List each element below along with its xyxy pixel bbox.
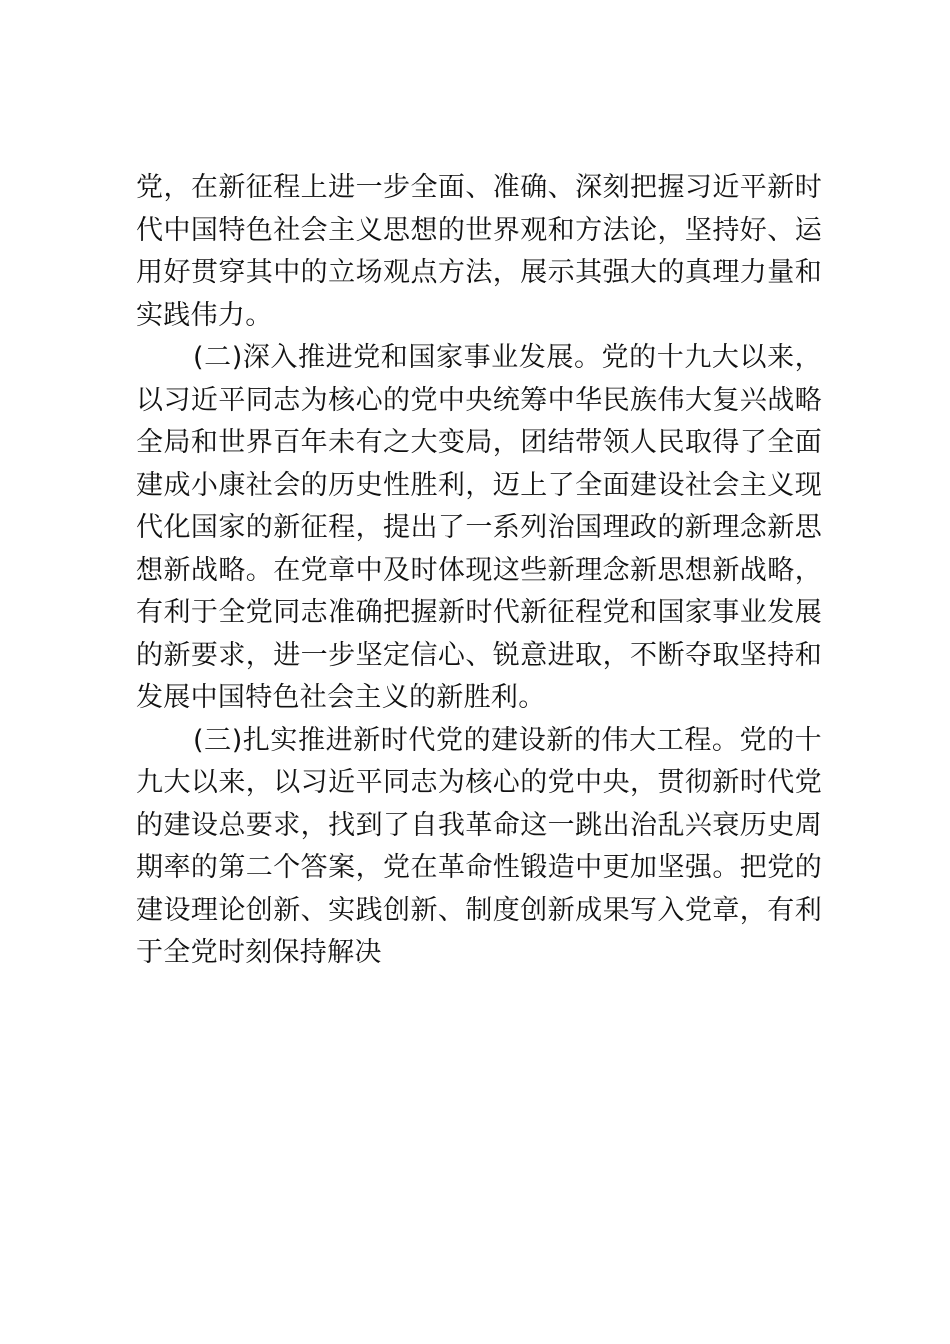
document-body	[136, 167, 822, 975]
paragraph-section-two: (二)深入推进党和国家事业发展。党的十九大以来，以习近平同志为核心的党中央统筹中华民族伟大复兴战略全局和世界百年未有之大变局，团结带领人民取得了全面建成小康社会的历史性胜利，迈上了全面建设社会主义现代化国家的新征程，提出了一系列治国理政的新理念新思想新战略。在党章中及时体现这些新理念新思想新战略，有利于全党同志准确把握新时代新征程党和国家事业发展的新要求，进一步坚定信心、锐意进取，不断夺取坚持和发展中国特色社会主义的新胜利。	[136, 342, 822, 713]
paragraph-continuation: 党，在新征程上进一步全面、准确、深刻把握习近平新时代中国特色社会主义思想的世界观和方法论，坚持好、运用好贯穿其中的立场观点方法，展示其强大的真理力量和实践伟力。	[136, 172, 822, 331]
paragraph-section-three: (三)扎实推进新时代党的建设新的伟大工程。党的十九大以来，以习近平同志为核心的党中央，贯彻新时代党的建设总要求，找到了自我革命这一跳出治乱兴衰历史周期率的第二个答案，党在革命性锻造中更加坚强。把党的建设理论创新、实践创新、制度创新成果写入党章，有利于全党时刻保持解决	[136, 724, 822, 968]
